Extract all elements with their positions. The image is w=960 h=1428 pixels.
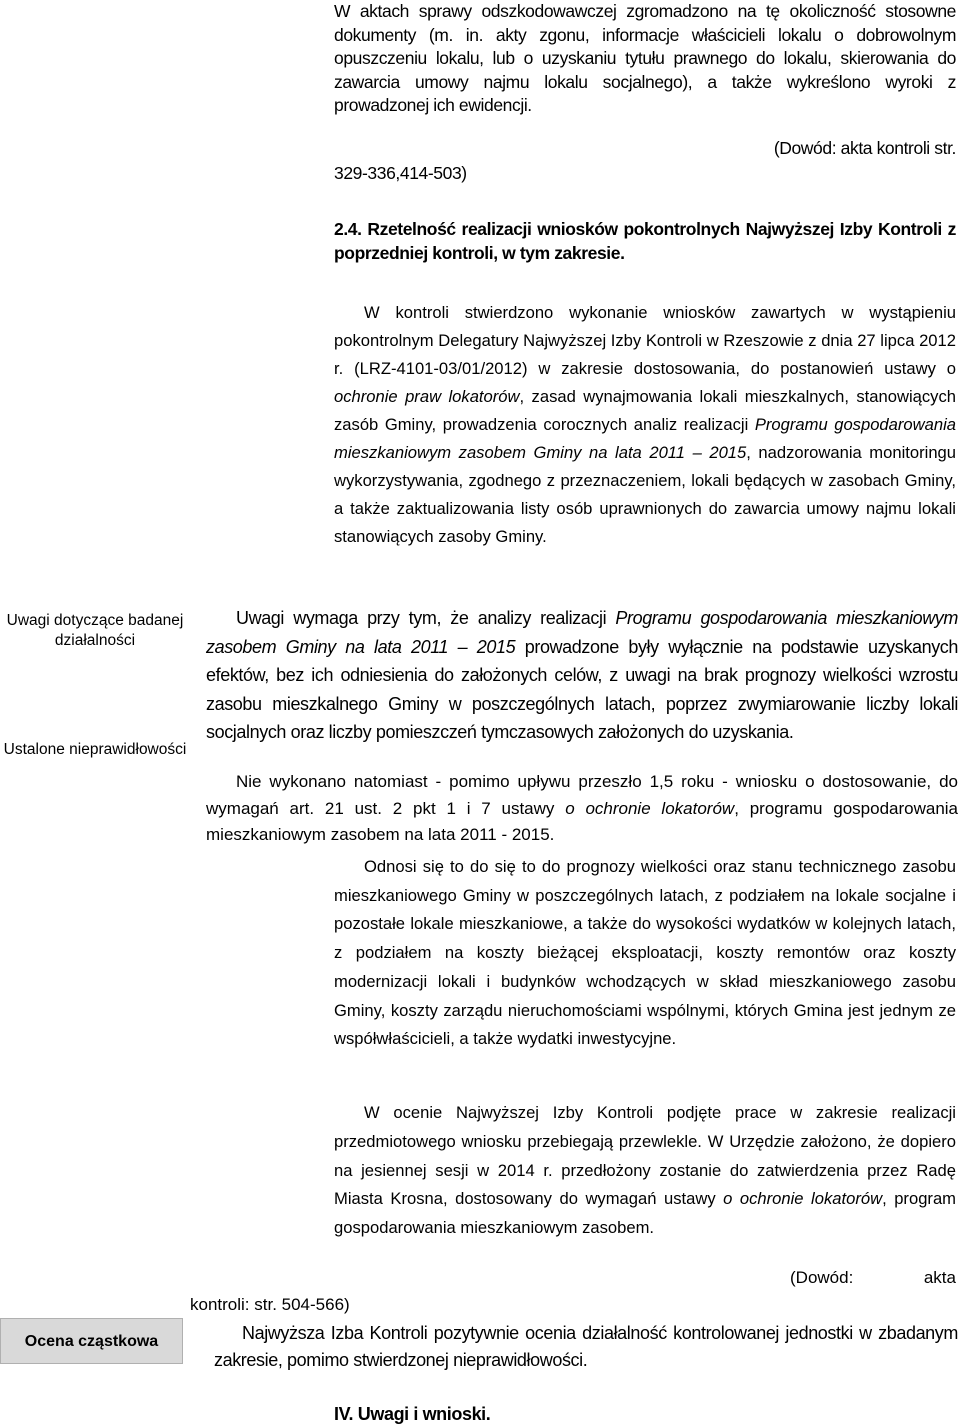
- evidence2-line-2: kontroli: str. 504-566): [190, 1295, 350, 1314]
- evidence-line-2: 329-336,414-503): [334, 163, 467, 183]
- paragraph-kontrola: W kontroli stwierdzono wykonanie wniosków zawartych w wystąpieniu pokontrolnym Delegatury Najwyższej Izby Kontroli w Rzeszowie z dnia 27 lipca 2012 r. (LRZ-4101-03/01/2012) w zakresie dostosowania, do postanowień ustawy o ochronie praw lokatorów, zasad wynajmowania lokali mieszkalnych, stanowiących zasób Gminy, prowadzenia corocznych analiz realizacji Programu gospodarowania mieszkaniowym zasobem Gminy na lata 2011 – 2015, nadzorowania monitoringu wykorzystywania, zgodnego z przeznaczeniem, lokali będących w zasobach Gminy, a także zaktualizowania listy osób uprawnionych do zawarcia umowy najmu lokali stanowiących zasoby Gminy.: [334, 303, 957, 546]
- paragraph-odnosi: Odnosi się to do się to do prognozy wielkości oraz stanu technicznego zasobu mieszkaniowego Gminy w poszczególnych latach, z podziałem na lokale socjalne i pozostałe lokale mieszkaniowe, a także do wysokości wydatków w kolejnych latach, z podziałem na koszty bieżącej eksploatacji, koszty remontów oraz koszty modernizacji lokali i budynków wchodzących w skład mieszkaniowego zasobu Gminy, koszty zarządu nieruchomościami wspólnymi, których Gmina jest jednym ze współwłaścicieli, a także wydatki inwestycyjne.: [334, 857, 956, 1049]
- evidence2-line-1: (Dowód: akta: [790, 1268, 956, 1287]
- paragraph-nie-wykonano: Nie wykonano natomiast - pomimo upływu przeszło 1,5 roku - wniosku o dostosowanie, do wymagań art. 21 ust. 2 pkt 1 i 7 ustawy o ochronie lokatorów, programu gospodarowania mieszkaniowym zasobem na lata 2011 - 2015.: [206, 772, 959, 844]
- sidebar-uwagi-label: Uwagi dotyczące badanej działalności: [6, 612, 184, 649]
- intro-text: W aktach sprawy odszkodowawczej zgromadzono na tę okoliczność stosowne dokumenty (m. in. akty zgonu, informacje właścicieli lokalu o dobrowolnym opuszczeniu lokalu, lub o uzyskaniu tytułu prawnego do lokalu, skierowania do zawarcia umowy najmu lokalu socjalnego), a także wykreślono wyroki z prowadzonej ich ewidencji.: [334, 1, 956, 115]
- paragraph-final: Najwyższa Izba Kontroli pozytywnie ocenia działalność kontrolowanej jednostki w zbadanym zakresie, pomimo stwierdzonej nieprawidłowości.: [214, 1323, 958, 1370]
- ocena-czastkowa-box: Ocena cząstkowa: [0, 1318, 183, 1364]
- intro-paragraph: [334, 0, 956, 118]
- paragraph-uwagi: Uwagi wymaga przy tym, że analizy realizacji Programu gospodarowania mieszkaniowym zasobem Gminy na lata 2011 – 2015 prowadzone były wyłącznie na podstawie uzyskanych efektów, bez ich odniesienia do założonych celów, z uwagi na brak prognozy wielkości wzrostu zasobu mieszkalnego Gminy w poszczególnych latach, poprzez zwymiarowanie liczby lokali socjalnych oraz liczby pomieszczeń tymczasowych założonych do uzyskania.: [206, 608, 959, 742]
- evidence-line-1: (Dowód: akta kontroli str.: [773, 138, 956, 158]
- next-section-heading: IV. Uwagi i wnioski.: [334, 1404, 491, 1424]
- section-heading: 2.4. Rzetelność realizacji wniosków pokontrolnych Najwyższej Izby Kontroli z poprzedniej kontroli, w tym zakresie.: [334, 219, 956, 263]
- paragraph-ocena: W ocenie Najwyższej Izby Kontroli podjęte prace w zakresie realizacji przedmiotowego wniosku przebiegają przewlekle. W Urzędzie założono, że dopiero na jesiennej sesji w 2014 r. przedłożony zostanie do zatwierdzenia przez Radę Miasta Krosna, dostosowany do wymagań ustawy o ochronie lokatorów, program gospodarowania mieszkaniowym zasobem.: [334, 1103, 956, 1238]
- sidebar-ustalone-label: Ustalone nieprawidłowości: [3, 741, 187, 758]
